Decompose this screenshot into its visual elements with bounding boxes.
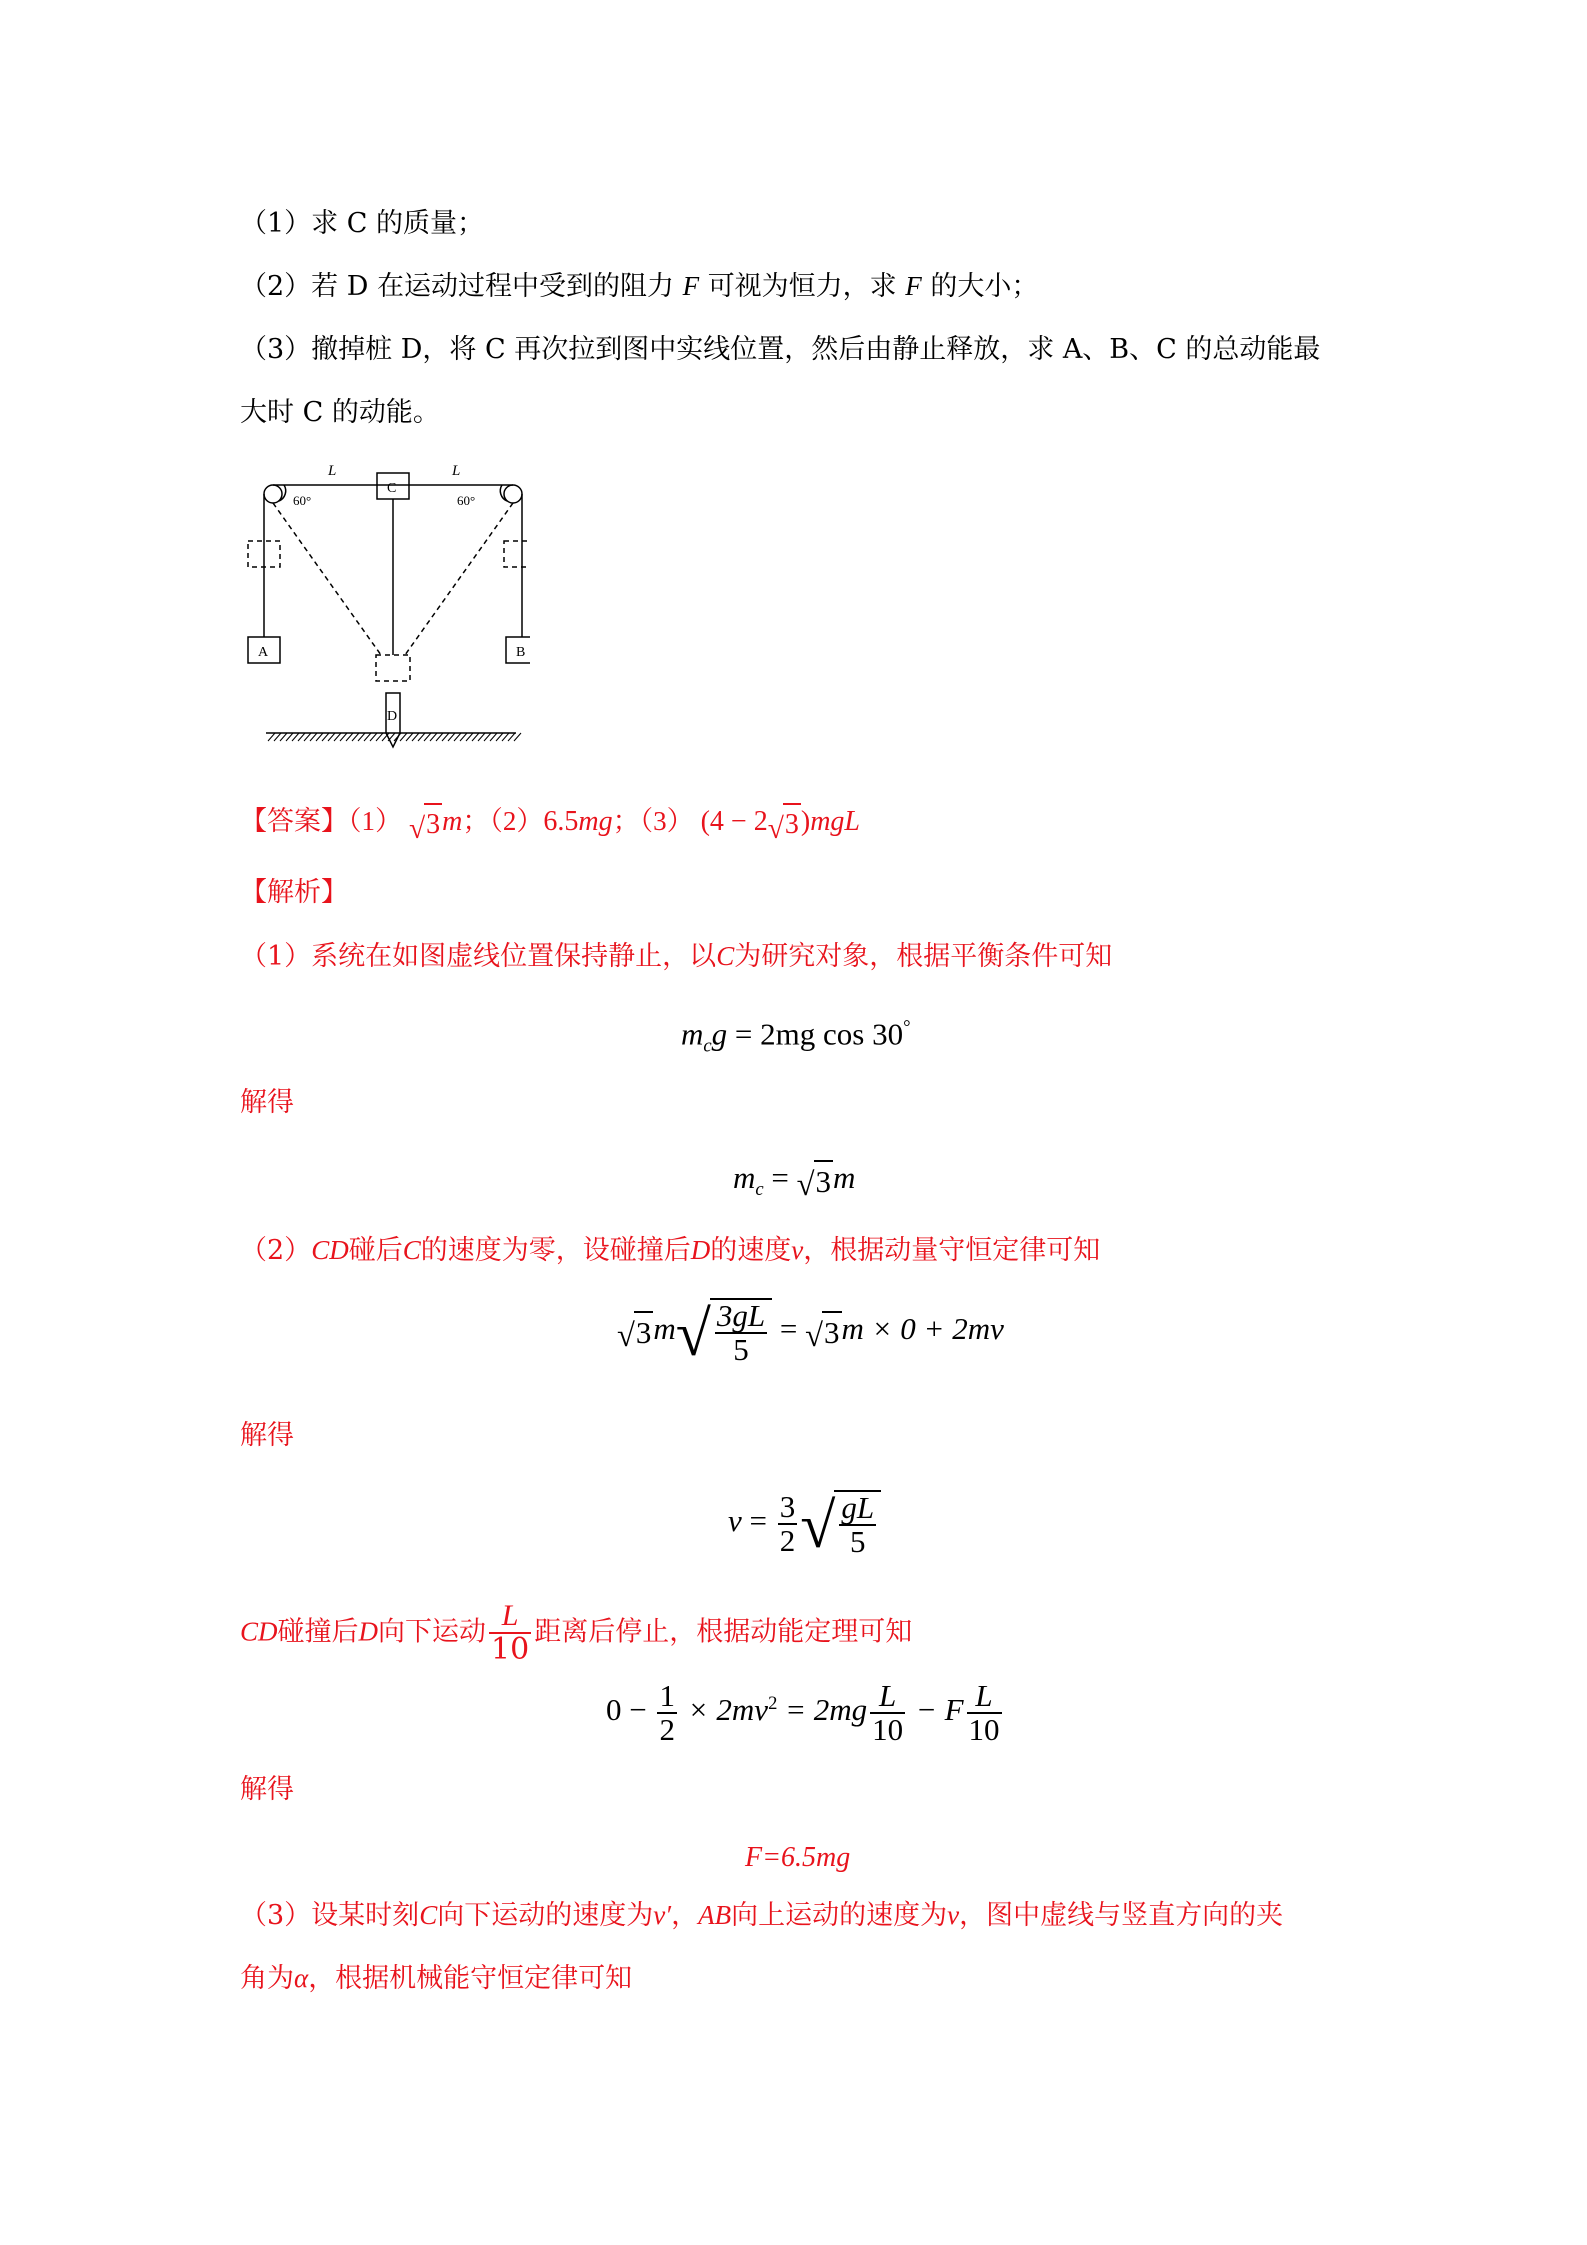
hatch-mark [454, 733, 461, 741]
hatch-mark [424, 733, 431, 741]
label-c: C [387, 481, 397, 496]
symbol-v: v [791, 1235, 804, 1265]
hatch-mark [334, 733, 341, 741]
hatch-mark [376, 733, 383, 741]
answer-part-2: ；（2） [462, 806, 544, 836]
symbol-v-prime: v′ [653, 1900, 672, 1930]
hatch-mark [298, 733, 305, 741]
symbol-c: C [419, 1900, 438, 1930]
answer-3-unit: mgL [810, 806, 860, 837]
hatch-mark [484, 733, 491, 741]
analysis-step-3 [240, 1600, 912, 1666]
answer-1-unit: m [442, 806, 463, 837]
sqrt-fraction: √ $\frac{3gL}{5}$ [676, 1298, 772, 1366]
hatch-mark [310, 733, 317, 741]
hatch-mark [406, 733, 413, 741]
symbol-d: D [358, 1616, 379, 1647]
right-dashed-string [405, 503, 513, 655]
step-3-text-a: 碰撞后 [277, 1616, 359, 1648]
sqrt-symbol: √ 3 [768, 803, 801, 845]
answer-3-open: (4 − 2 [700, 806, 768, 837]
force-symbol: F [682, 271, 700, 301]
step-4-text-d: 向上运动的速度为 [731, 1900, 948, 1931]
hatch-mark [304, 733, 311, 741]
hatch-mark [412, 733, 419, 741]
equation-1 [681, 1008, 911, 1067]
symbol-d: D [690, 1235, 711, 1265]
question-3-line-2: 大时 C 的动能。 [240, 397, 440, 428]
angle-left-label: 60° [293, 493, 312, 508]
force-symbol: F [905, 271, 922, 301]
analysis-tag: 【解析】 [240, 877, 348, 908]
hatch-mark [352, 733, 359, 741]
hatch-mark [280, 733, 287, 741]
sqrt-symbol: √ 3 [805, 1311, 841, 1353]
solve-label-1: 解得 [240, 1087, 294, 1118]
symbol-alpha: α [294, 1963, 309, 1993]
sqrt-symbol: √ 3 [617, 1311, 653, 1353]
hatch-mark [316, 733, 323, 741]
hatch-mark [508, 733, 515, 741]
eq2-m: m [733, 1160, 756, 1195]
hatch-mark [358, 733, 365, 741]
question-2-text-c: 的大小； [930, 271, 1039, 302]
question-1: （1）求 C 的质量； [240, 208, 485, 239]
question-2-text-a: （2）若 D 在运动过程中受到的阻力 [240, 271, 674, 302]
question-3-line-1: （3）撤掉桩 D，将 C 再次拉到图中实线位置，然后由静止释放，求 A、B、C 的总动能最 [240, 334, 1321, 365]
hatch-mark [496, 733, 503, 741]
equation-4 [728, 1489, 881, 1561]
pulley-diagram [240, 455, 530, 765]
eq3-fraction: $\frac{3gL}{5}$ [716, 1298, 766, 1367]
analysis-step-4-line-1 [240, 1897, 1283, 1934]
step-2-text-a: （2） [240, 1235, 312, 1266]
question-2-text-b: 可视为恒力，求 [707, 271, 897, 302]
eq1-m: m [681, 1016, 704, 1052]
answer-line [240, 802, 860, 845]
hatch-mark [514, 733, 521, 741]
analysis-step-1 [240, 938, 1112, 975]
hatch-mark [370, 733, 377, 741]
hatch-mark [442, 733, 449, 741]
label-a: A [258, 645, 269, 660]
eq5-b: × 2mv [679, 1692, 769, 1728]
hatch-mark [490, 733, 497, 741]
step-4-text-f: 角为 [240, 1963, 294, 1994]
hatch-mark [430, 733, 437, 741]
eq4-v: v [728, 1503, 742, 1539]
symbol-c: C [402, 1235, 421, 1265]
hatch-mark [274, 733, 281, 741]
equation-5 [606, 1680, 1005, 1746]
step-4-text-c: ， [671, 1900, 699, 1931]
hatch-mark [286, 733, 293, 741]
question-2 [240, 268, 1038, 305]
analysis-step-2 [240, 1232, 1100, 1269]
left-dashed-string [273, 503, 381, 655]
step-2-text-b: 碰后 [348, 1235, 403, 1266]
hatch-mark [472, 733, 479, 741]
hatch-mark [388, 733, 395, 741]
step-2-text-c: 的速度为零，设碰撞后 [420, 1235, 691, 1266]
hatch-mark [466, 733, 473, 741]
step-3-fraction: $\frac{L}{10}$ [491, 1599, 530, 1667]
step-3-text-c: 距离后停止，根据动能定理可知 [534, 1616, 913, 1648]
hatch-mark [346, 733, 353, 741]
sqrt-fraction: √ $\frac{gL}{5}$ [800, 1490, 881, 1558]
symbol-c: C [716, 941, 735, 971]
answer-part-3: ；（3） [612, 806, 694, 836]
equation-2 [733, 1158, 855, 1210]
ground-hatching [268, 733, 521, 741]
eq2-m-right: m [833, 1160, 856, 1195]
analysis-step-4-line-2 [240, 1960, 632, 1997]
eq1-sub: c [703, 1035, 712, 1057]
eq1-rhs: = 2mg cos 30 [727, 1016, 904, 1052]
symbol-v: v [947, 1900, 960, 1930]
eq4-inner-fraction: $\frac{gL}{5}$ [841, 1490, 875, 1559]
hatch-mark [322, 733, 329, 741]
answer-2-unit: mg [578, 806, 613, 837]
symbol-cd: CD [240, 1616, 278, 1647]
hatch-mark [460, 733, 467, 741]
eq5-fraction-2: $\frac{L}{10}$ [872, 1678, 904, 1747]
hatch-mark [448, 733, 455, 741]
label-l-right: L [452, 463, 461, 479]
eq2-sub: c [755, 1179, 764, 1201]
hatch-mark [328, 733, 335, 741]
eq4-equals: = [741, 1503, 775, 1539]
answer-3-close: ) [800, 806, 811, 837]
eq5-d: − F [908, 1692, 964, 1728]
step-4-text-a: （3）设某时刻 [240, 1900, 420, 1931]
step-1-text-a: （1）系统在如图虚线位置保持静止，以 [240, 941, 717, 972]
hatch-mark [502, 733, 509, 741]
eq3-tail: m × 0 + 2mv [841, 1311, 1004, 1347]
hatch-mark [436, 733, 443, 741]
hatch-mark [394, 733, 401, 741]
sqrt-symbol: √ 3 [797, 1160, 833, 1202]
step-3-text-b: 向下运动 [378, 1616, 487, 1648]
step-2-text-d: 的速度 [710, 1235, 792, 1266]
step-1-text-b: 为研究对象，根据平衡条件可知 [734, 941, 1113, 972]
step-4-text-b: 向下运动的速度为 [437, 1900, 654, 1931]
eq2-equals: = [763, 1160, 797, 1195]
hatch-mark [400, 733, 407, 741]
eq1-g: g [711, 1016, 728, 1052]
answer-part-1: （1） [348, 806, 402, 836]
symbol-ab: AB [698, 1900, 732, 1930]
eq5-c: = 2mg [777, 1692, 868, 1728]
angle-right-label: 60° [457, 493, 476, 508]
label-l-left: L [328, 463, 337, 479]
eq3-equals: = [772, 1311, 806, 1347]
eq5-fraction-3: $\frac{L}{10}$ [968, 1678, 1000, 1747]
hatch-mark [340, 733, 347, 741]
eq5-square: 2 [768, 1692, 778, 1714]
symbol-cd: CD [311, 1235, 349, 1265]
label-d: D [387, 709, 398, 724]
sqrt-symbol: √ 3 [409, 803, 442, 845]
equation-6: F=6.5mg [745, 1842, 851, 1873]
hatch-mark [478, 733, 485, 741]
step-2-text-e: ，根据动量守恒定律可知 [803, 1235, 1101, 1266]
answer-2-value: 6.5 [543, 806, 579, 837]
eq3-m: m [653, 1311, 676, 1347]
dashed-block-c [376, 655, 410, 681]
eq5-a: 0 − [606, 1692, 655, 1728]
hatch-mark [418, 733, 425, 741]
solve-label-2: 解得 [240, 1420, 294, 1451]
step-4-text-g: ，根据机械能守恒定律可知 [308, 1963, 633, 1994]
equation-3 [617, 1298, 1004, 1369]
eq4-fraction: $\frac{3}{2}$ [779, 1489, 796, 1558]
dashed-block-b [504, 541, 530, 567]
hatch-mark [292, 733, 299, 741]
eq1-degree: ° [903, 1017, 911, 1038]
solve-label-3: 解得 [240, 1774, 294, 1805]
step-4-text-e: ，图中虚线与竖直方向的夹 [959, 1900, 1284, 1931]
eq5-fraction-1: $\frac{1}{2}$ [659, 1678, 675, 1747]
answer-tag: 【答案】 [240, 806, 348, 836]
label-b: B [516, 645, 526, 660]
hatch-mark [268, 733, 275, 741]
hatch-mark [364, 733, 371, 741]
